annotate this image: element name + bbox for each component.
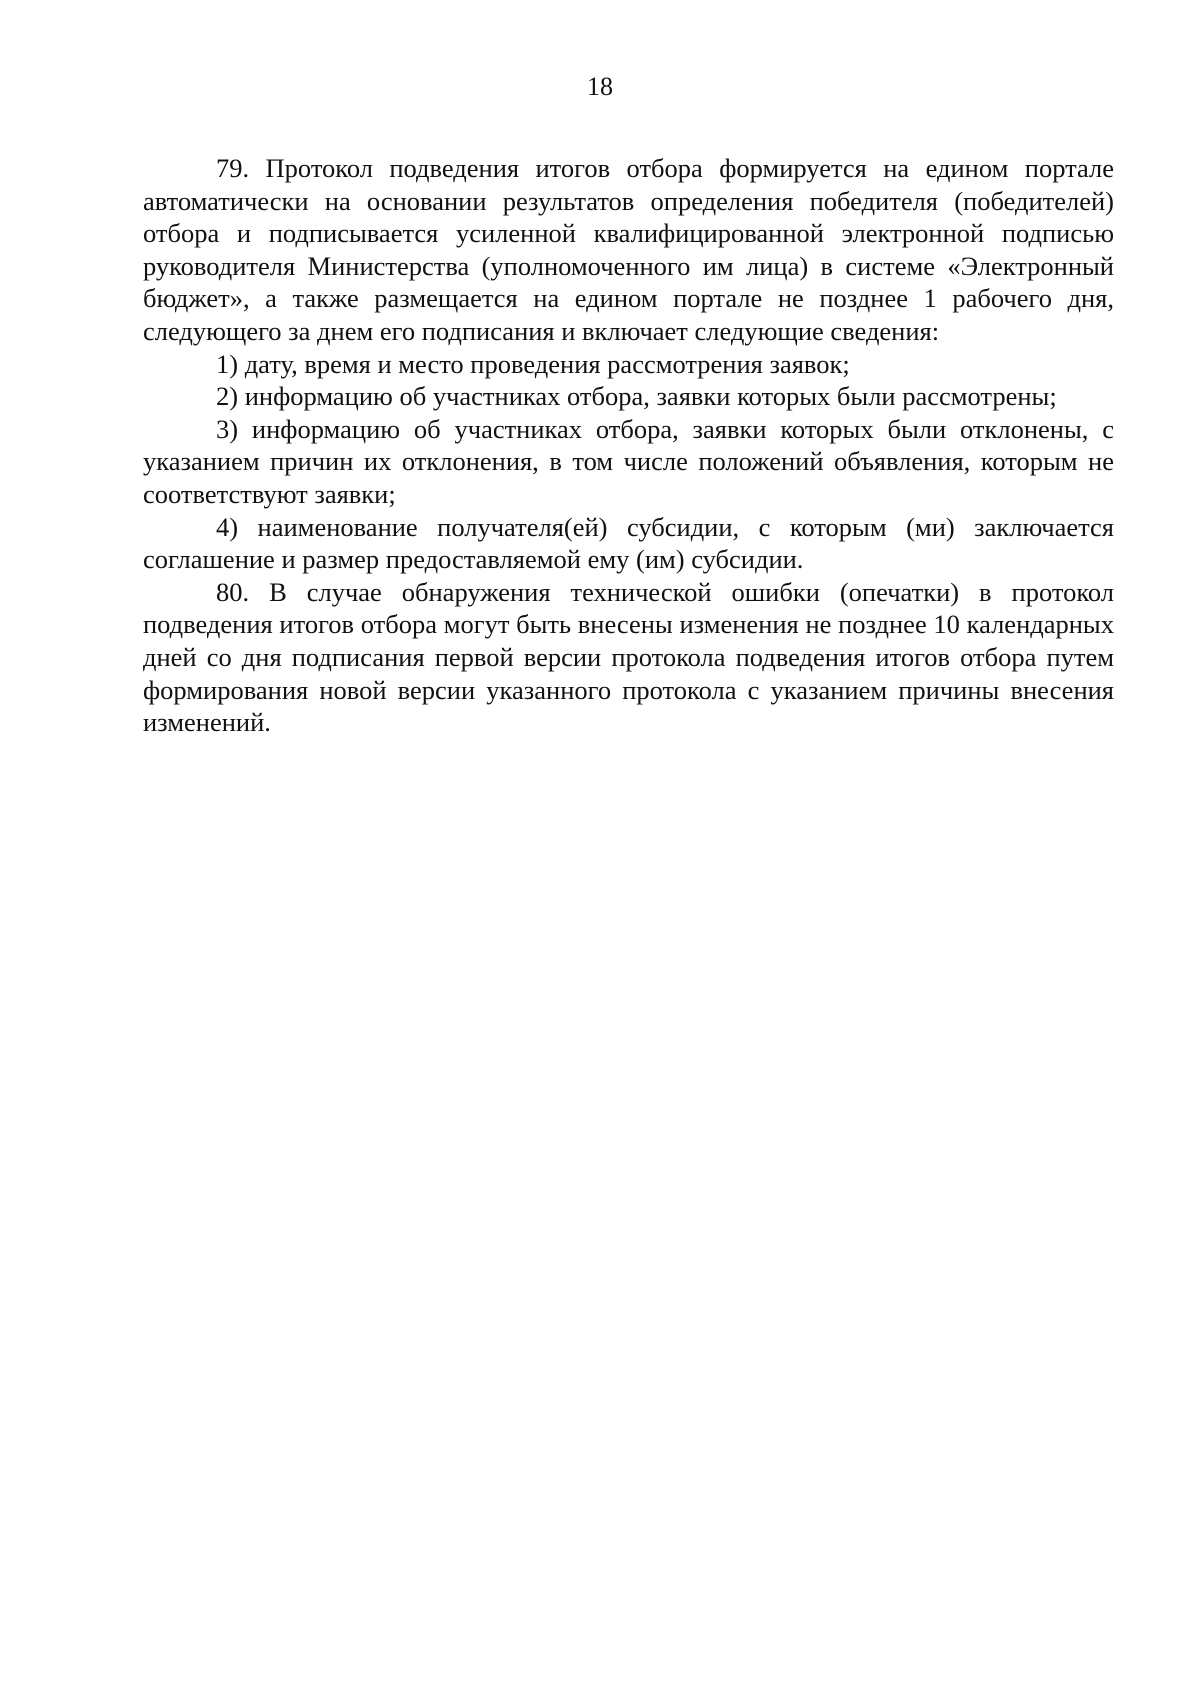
list-item-4: 4) наименование получателя(ей) субсидии, с которым (ми) заключается соглашение и размер предоставляемой ему (им) субсидии. <box>143 511 1114 575</box>
list-item-2: 2) информацию об участниках отбора, заявки которых были рассмотрены; <box>216 381 1057 412</box>
paragraph-79: 79. Протокол подведения итогов отбора формируется на едином портале автоматически на основании результатов определения победителя (победителей) отбора и подписывается усиленной квалифицированной электронной подписью руководителя Министерства (уполномоченного им лица) в системе «Электронный бюджет», а также размещается на едином портале не позднее 1 рабочего дня, следующего за днем его подписания и включает следующие сведения: <box>143 153 1114 346</box>
list-item-1: 1) дату, время и место проведения рассмотрения заявок; <box>216 348 850 379</box>
document-body <box>143 152 1114 739</box>
list-item-3: 3) информацию об участниках отбора, заявки которых были отклонены, с указанием причин их отклонения, в том числе положений объявления, которым не соответствуют заявки; <box>143 413 1114 509</box>
page-number: 18 <box>587 72 613 101</box>
paragraph-80: 80. В случае обнаружения технической ошибки (опечатки) в протокол подведения итогов отбора могут быть внесены изменения не позднее 10 календарных дней со дня подписания первой версии протокола подведения итогов отбора путем формирования новой версии указанного протокола с указанием причины внесения изменений. <box>143 576 1114 738</box>
